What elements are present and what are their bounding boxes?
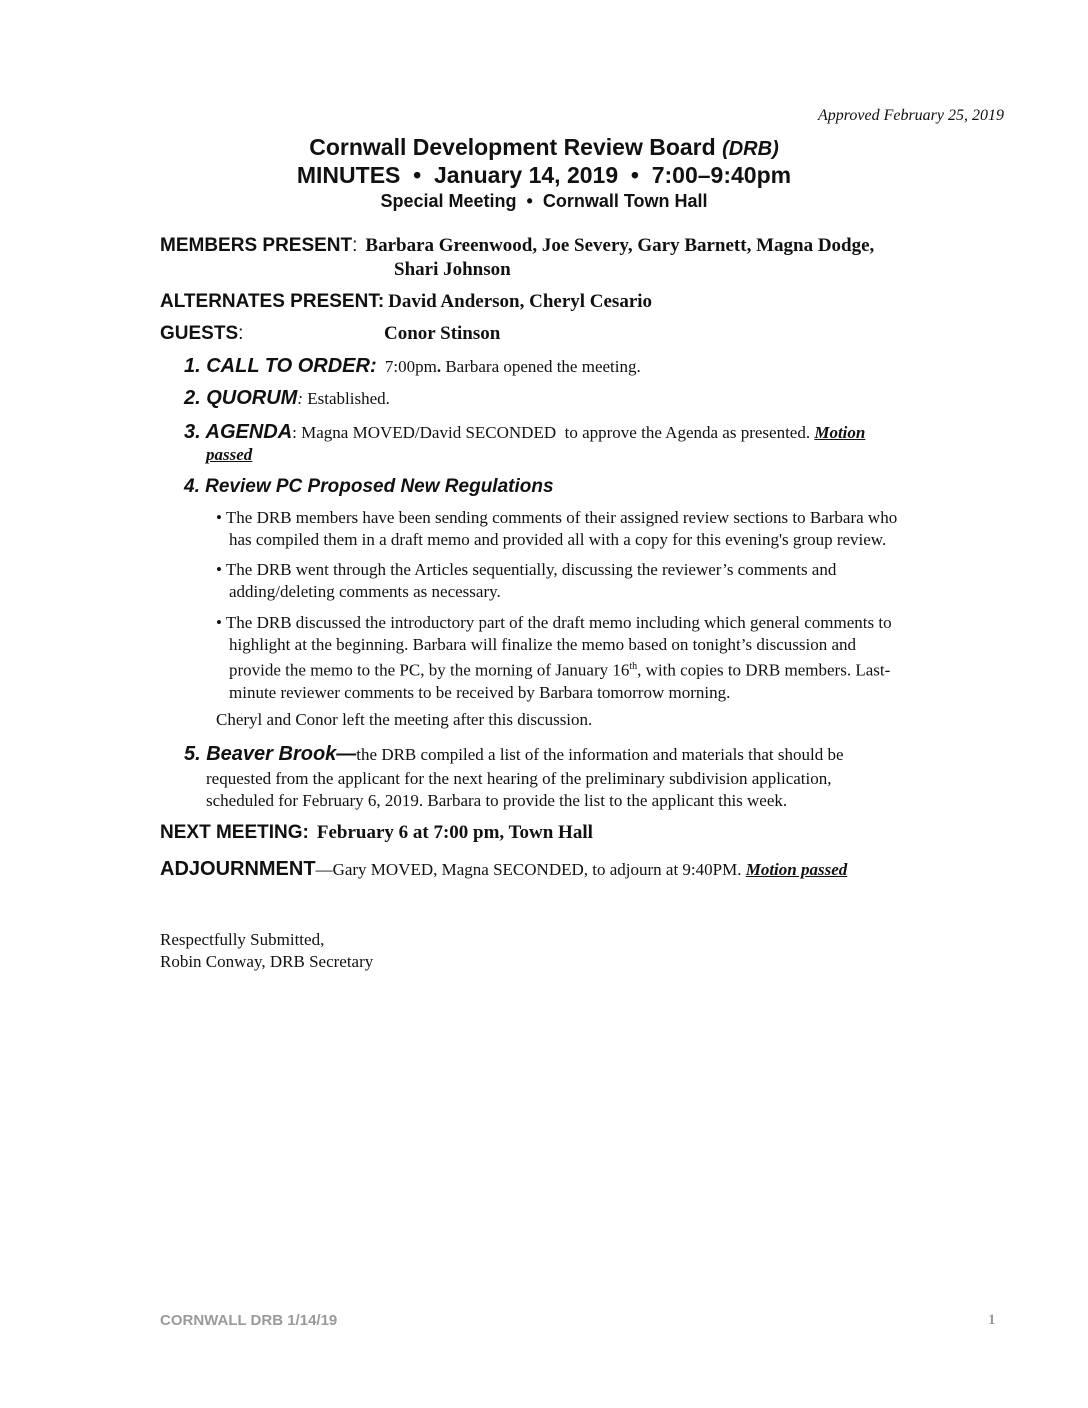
item-review-regulations-heading: 4. Review PC Proposed New Regulations [184, 476, 554, 497]
guests-list: Conor Stinson [384, 323, 501, 344]
item-heading: 1. CALL TO ORDER: [184, 355, 377, 377]
document-title [0, 134, 1088, 161]
discussion-note: Cheryl and Conor left the meeting after this discussion. [216, 710, 593, 729]
meeting-type-line: Special Meeting • Cornwall Town Hall [380, 191, 708, 211]
motion-result-continued: passed [206, 445, 253, 464]
item-heading: 3. AGENDA [184, 421, 293, 443]
board-abbreviation: (DRB) [722, 138, 779, 160]
alternates-list: David Anderson, Cheryl Cesario [388, 291, 653, 312]
guests-label: GUESTS [160, 323, 239, 344]
next-meeting-label: NEXT MEETING: [160, 822, 309, 843]
beaver-brook-line3: scheduled for February 6, 2019. Barbara to provide the list to the applicant this week. [206, 791, 788, 810]
adjournment: ADJOURNMENT—Gary MOVED, Magna SECONDED, to adjourn at 9:40PM. Motion passed [160, 858, 848, 880]
members-list-continued: Shari Johnson [394, 259, 511, 280]
members-label: MEMBERS PRESENT [160, 235, 353, 256]
alternates-present [160, 291, 652, 313]
adjournment-label: ADJOURNMENT [160, 858, 316, 880]
members-list: Barbara Greenwood, Joe Severy, Gary Barnett, Magna Dodge, [365, 235, 875, 256]
guests: GUESTS: [160, 323, 244, 344]
item-beaver-brook: 5. Beaver Brook—the DRB compiled a list of the information and materials that should be [184, 743, 844, 765]
signature-line2: Robin Conway, DRB Secretary [160, 952, 374, 971]
item-quorum: 2. QUORUM: Established. [184, 387, 390, 409]
motion-result: Motion passed [745, 860, 848, 879]
beaver-brook-line2: requested from the applicant for the next hearing of the preliminary subdivision application, [206, 769, 832, 788]
alternates-label: ALTERNATES PRESENT: [160, 291, 385, 312]
next-meeting-value: February 6 at 7:00 pm, Town Hall [316, 822, 593, 843]
footer-label: CORNWALL DRB 1/14/19 [160, 1312, 338, 1329]
board-name: Cornwall Development Review Board [309, 134, 716, 160]
item-call-to-order: 1. CALL TO ORDER: 7:00pm. Barbara opened the meeting. [184, 355, 641, 377]
bullet-item: • The DRB discussed the introductory part of the draft memo including which general comments to highlight at the beginning. Barbara will finalize the memo based on tonight’s discussion and provide the memo to the PC, by the morning of January 16th, with copies to DRB members. Last- minute reviewer comments to be received by Barbara tomorrow morning. [216, 613, 892, 702]
bullet-item: • The DRB went through the Articles sequentially, discussing the reviewer’s comments and adding/deleting comments as necessary. [216, 560, 837, 601]
next-meeting [160, 822, 593, 844]
approval-note: Approved February 25, 2019 [817, 107, 1004, 124]
signature-line1: Respectfully Submitted, [160, 930, 325, 949]
item-heading: 5. Beaver Brook [184, 743, 337, 765]
item-heading: 2. QUORUM [184, 387, 298, 409]
bullet-item: • The DRB members have been sending comments of their assigned review sections to Barbara who has compiled them in a draft memo and provided all with a copy for this evening's group review. [216, 508, 898, 549]
page-number: 1 [988, 1312, 996, 1328]
minutes-date-line: MINUTES • January 14, 2019 • 7:00–9:40pm [296, 162, 792, 188]
members-present: MEMBERS PRESENT: Barbara Greenwood, Joe Severy, Gary Barnett, Magna Dodge, [160, 235, 875, 256]
motion-result: Motion [814, 423, 866, 442]
item-agenda: 3. AGENDA: Magna MOVED/David SECONDED to approve the Agenda as presented. Motion [184, 421, 866, 443]
